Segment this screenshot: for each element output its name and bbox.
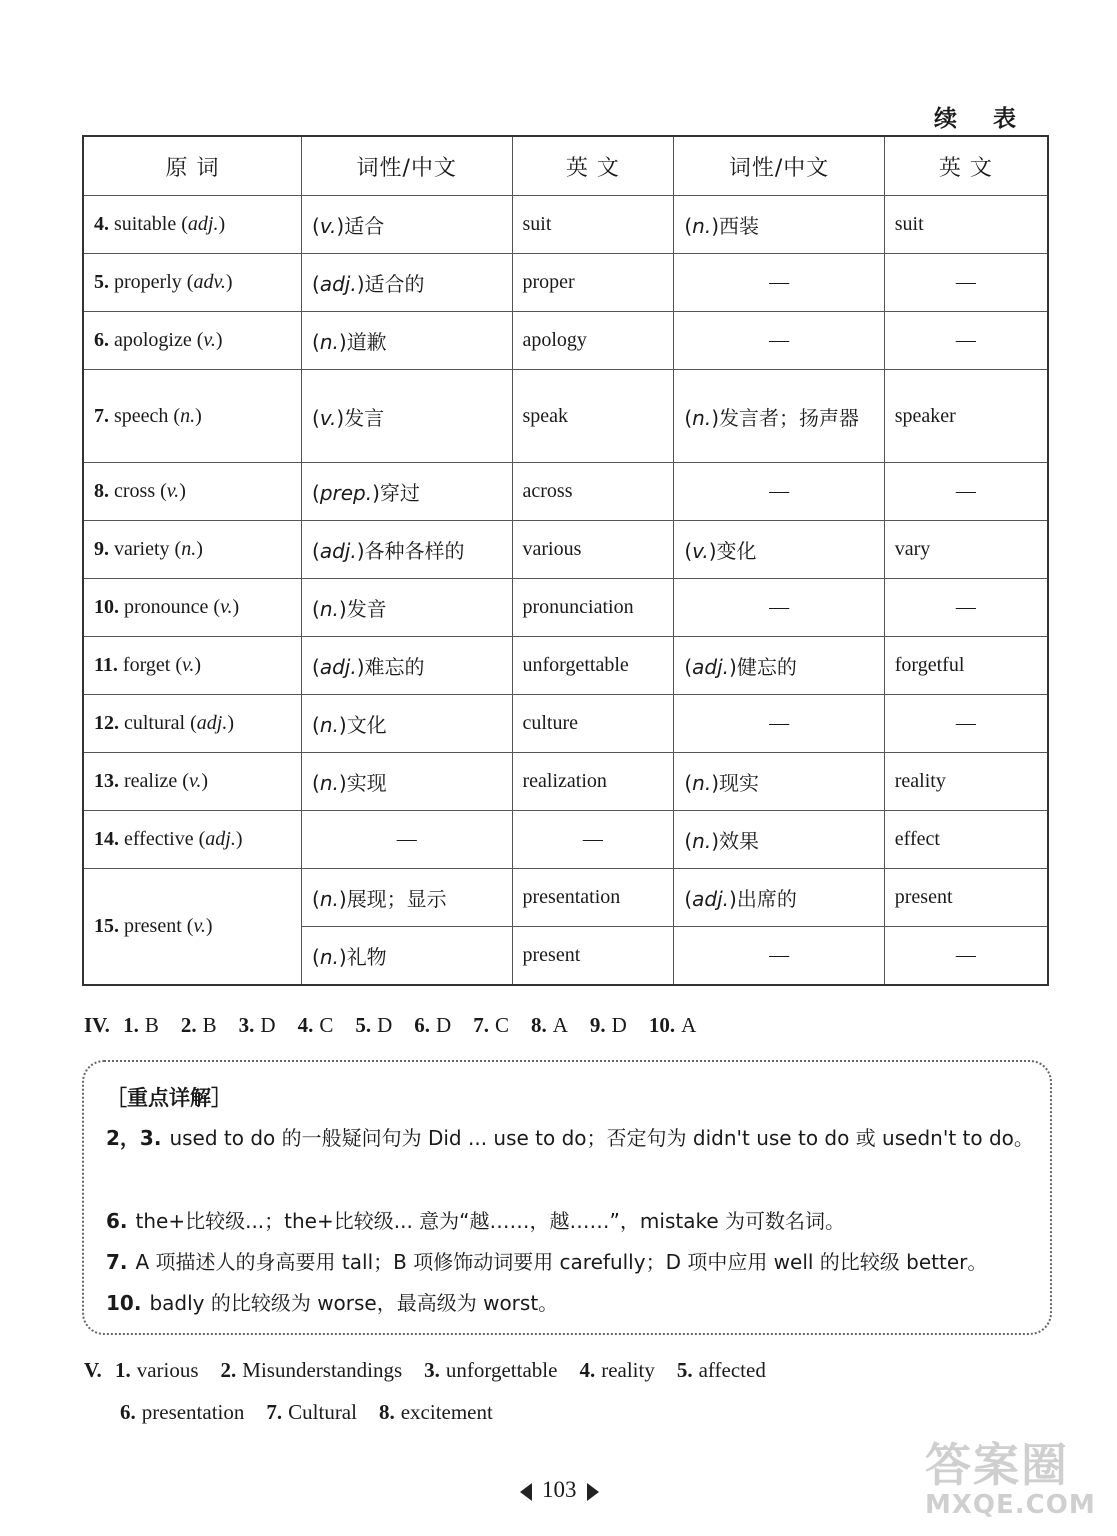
original-word-cell: 7. speech (n.) — [83, 370, 302, 463]
pos-chinese-cell-2: (n.)西装 — [674, 196, 884, 254]
english-word: forgetful — [894, 654, 965, 676]
answer-value: various — [136, 1358, 199, 1382]
english-cell-1 — [512, 254, 674, 312]
english-cell-1 — [512, 196, 674, 254]
chinese-meaning: 实现 — [346, 771, 387, 795]
english-word: realization — [522, 770, 607, 792]
original-word-cell: 13. realize (v.) — [83, 753, 302, 811]
note-number: 7. — [106, 1250, 128, 1274]
answer-value: presentation — [141, 1400, 245, 1424]
original-word-cell: 10. pronounce (v.) — [83, 579, 302, 637]
part-of-speech: adv. — [193, 271, 226, 293]
part-of-speech: adj. — [187, 213, 219, 235]
part-of-speech: n. — [692, 214, 712, 238]
original-word: cultural — [124, 712, 186, 734]
answer-number: 1. — [114, 1358, 131, 1382]
english-cell-2 — [884, 695, 1048, 753]
pos-chinese-cell-1 — [302, 811, 512, 869]
answer-number: 6. — [120, 1400, 136, 1424]
chinese-meaning: 现实 — [719, 771, 760, 795]
answer-item — [579, 1358, 654, 1382]
pos-chinese-cell-1: (n.)道歉 — [302, 312, 512, 370]
word-forms-table — [82, 135, 1049, 986]
chinese-meaning: 西装 — [719, 214, 760, 238]
answer-number: 2. — [220, 1358, 237, 1382]
part-of-speech: n. — [181, 538, 197, 560]
note-text: A 项描述人的身高要用 tall；B 项修饰动词要用 carefully；D 项中应用 well 的比较级 better。 — [135, 1250, 988, 1274]
answer-value: reality — [601, 1358, 655, 1382]
pos-chinese-cell-1: (adj.)适合的 — [302, 254, 512, 312]
english-cell-1 — [512, 579, 674, 637]
continued-label: 续 表 — [934, 106, 1031, 132]
section-v-label: V. — [84, 1358, 102, 1382]
english-word: reality — [894, 770, 946, 792]
english-word: speaker — [894, 404, 956, 427]
answer-number: 4. — [579, 1358, 596, 1382]
watermark — [925, 1440, 1110, 1530]
pos-chinese-cell-2 — [674, 463, 884, 521]
pos-chinese-cell-2 — [674, 579, 884, 637]
english-word: — — [955, 712, 976, 734]
table-row — [83, 695, 1048, 753]
header-english-1: 英 文 — [512, 136, 674, 196]
original-word: effective — [124, 828, 194, 850]
pos-chinese-cell-2 — [674, 254, 884, 312]
left-triangle-icon — [520, 1483, 532, 1501]
pos-chinese-cell-2 — [674, 927, 884, 986]
part-of-speech: n. — [319, 713, 339, 737]
answer-item — [473, 1013, 509, 1037]
english-word: unforgettable — [522, 654, 629, 676]
answer-value: C — [319, 1013, 334, 1037]
answer-item — [239, 1013, 276, 1037]
original-word-cell: 5. properly (adv.) — [83, 254, 302, 312]
item-number: 4. — [94, 213, 109, 235]
note-10 — [106, 1283, 1036, 1324]
dash: — — [769, 271, 790, 293]
original-word: speech — [114, 404, 169, 427]
answer-value: excitement — [400, 1400, 493, 1424]
item-number: 12. — [94, 712, 119, 734]
note-number: 6. — [106, 1209, 128, 1233]
pos-chinese-cell-2: (adj.)出席的 — [674, 869, 884, 927]
dash: — — [769, 480, 790, 502]
section-iv-answers — [84, 1013, 718, 1038]
part-of-speech: n. — [319, 945, 339, 969]
english-cell-2 — [884, 196, 1048, 254]
english-cell-1 — [512, 811, 674, 869]
item-number: 14. — [94, 828, 119, 850]
chinese-meaning: 展现；显示 — [346, 887, 447, 911]
pos-chinese-cell-2: (v.)变化 — [674, 521, 884, 579]
original-word: realize — [124, 770, 178, 792]
pos-chinese-cell-1: (v.)发言 — [302, 370, 512, 463]
answer-value: A — [681, 1013, 697, 1037]
original-word-cell: 14. effective (adj.) — [83, 811, 302, 869]
part-of-speech: adj. — [319, 272, 357, 296]
table-row — [83, 312, 1048, 370]
note-number: 10. — [106, 1291, 142, 1315]
part-of-speech: adj. — [692, 887, 730, 911]
answer-value: affected — [698, 1358, 766, 1382]
english-word: present — [894, 886, 953, 908]
original-word: suitable — [114, 213, 177, 235]
answer-item — [424, 1358, 557, 1382]
part-of-speech: v. — [181, 654, 195, 676]
english-cell-2 — [884, 521, 1048, 579]
chinese-meaning: 变化 — [716, 539, 757, 563]
answer-number: 5. — [355, 1013, 372, 1037]
header-original-word: 原 词 — [83, 136, 302, 196]
part-of-speech: adj. — [319, 655, 357, 679]
english-cell-2 — [884, 927, 1048, 986]
answer-value: C — [494, 1013, 509, 1037]
pos-chinese-cell-1: (v.)适合 — [302, 196, 512, 254]
answer-item — [590, 1013, 627, 1037]
english-cell-2 — [884, 753, 1048, 811]
part-of-speech: v. — [319, 214, 337, 238]
part-of-speech: n. — [180, 404, 196, 427]
answer-number: 7. — [266, 1400, 283, 1424]
part-of-speech: v. — [188, 770, 202, 792]
chinese-meaning: 道歉 — [346, 330, 387, 354]
answer-number: 1. — [123, 1013, 139, 1037]
english-cell-1 — [512, 695, 674, 753]
part-of-speech: n. — [319, 597, 339, 621]
watermark-site-text: MXQE.COM — [925, 1490, 1096, 1520]
answer-item — [414, 1013, 451, 1037]
answer-item — [221, 1358, 403, 1382]
english-word: presentation — [522, 886, 621, 908]
chinese-meaning: 发音 — [346, 597, 387, 621]
english-word: across — [522, 480, 573, 502]
note-number: 2，3. — [106, 1126, 162, 1150]
dash: — — [396, 828, 417, 850]
pos-chinese-cell-2: (n.)发言者；扬声器 — [674, 370, 884, 463]
original-word-cell: 9. variety (n.) — [83, 521, 302, 579]
table-row — [83, 579, 1048, 637]
table-row — [83, 637, 1048, 695]
original-word: present — [124, 915, 182, 937]
part-of-speech: adj. — [692, 655, 730, 679]
english-cell-2 — [884, 811, 1048, 869]
item-number: 10. — [94, 596, 119, 618]
english-word: — — [955, 596, 976, 618]
pos-chinese-cell-1: (prep.)穿过 — [302, 463, 512, 521]
english-cell-1 — [512, 637, 674, 695]
original-word: forget — [122, 654, 171, 676]
chinese-meaning: 发言 — [344, 405, 385, 430]
answer-value: B — [144, 1013, 159, 1037]
english-cell-1 — [512, 753, 674, 811]
answer-item — [120, 1400, 244, 1424]
english-cell-2 — [884, 869, 1048, 927]
english-word: — — [955, 944, 976, 966]
chinese-meaning: 适合的 — [364, 272, 425, 296]
chinese-meaning: 健忘的 — [736, 655, 797, 679]
english-word: suit — [522, 213, 552, 235]
page-number-text: 103 — [542, 1477, 577, 1502]
answer-number: 6. — [414, 1013, 431, 1037]
chinese-meaning: 各种各样的 — [364, 539, 465, 563]
part-of-speech: v. — [203, 329, 216, 351]
english-word: present — [522, 944, 581, 966]
section-v-list-1 — [115, 1358, 788, 1382]
answer-value: unforgettable — [445, 1358, 558, 1382]
english-cell-1 — [512, 869, 674, 927]
english-word: effect — [894, 828, 940, 850]
english-word: various — [522, 538, 582, 560]
table-row — [83, 254, 1048, 312]
answer-value: D — [260, 1013, 276, 1037]
pos-chinese-cell-2: (n.)现实 — [674, 753, 884, 811]
dash: — — [769, 329, 790, 351]
english-cell-2 — [884, 637, 1048, 695]
table-body — [83, 196, 1048, 986]
note-text: badly 的比较级为 worse，最高级为 worst。 — [149, 1291, 559, 1315]
section-v-answers-line-1 — [84, 1358, 788, 1383]
pos-chinese-cell-2: (adj.)健忘的 — [674, 637, 884, 695]
chinese-meaning: 适合 — [344, 214, 385, 238]
answer-value: D — [611, 1013, 627, 1037]
table-row — [83, 463, 1048, 521]
note-6 — [106, 1201, 1036, 1242]
original-word: properly — [114, 271, 182, 293]
section-iv-label: IV. — [84, 1013, 110, 1037]
pos-chinese-cell-1: (n.)发音 — [302, 579, 512, 637]
answer-value: A — [552, 1013, 568, 1037]
answer-number: 8. — [378, 1400, 395, 1424]
part-of-speech: n. — [692, 405, 712, 430]
answer-item — [181, 1013, 217, 1037]
part-of-speech: adj. — [319, 539, 357, 563]
chinese-meaning: 礼物 — [346, 945, 387, 969]
pos-chinese-cell-1: (adj.)难忘的 — [302, 637, 512, 695]
part-of-speech: adj. — [205, 828, 236, 850]
english-cell-1 — [512, 463, 674, 521]
item-number: 9. — [94, 538, 109, 560]
answer-number: 7. — [473, 1013, 489, 1037]
answer-item — [649, 1013, 696, 1037]
part-of-speech: n. — [319, 330, 339, 354]
answer-item — [123, 1013, 159, 1037]
answer-item — [266, 1400, 357, 1424]
english-word: vary — [894, 538, 931, 560]
pos-chinese-cell-2 — [674, 695, 884, 753]
section-v-list-2 — [120, 1400, 515, 1424]
part-of-speech: v. — [193, 915, 206, 937]
english-cell-2 — [884, 254, 1048, 312]
part-of-speech: v. — [319, 405, 337, 430]
item-number: 13. — [94, 770, 119, 792]
table-row — [83, 869, 1048, 927]
english-cell-1 — [512, 312, 674, 370]
header-pos-chinese-2: 词性/中文 — [674, 136, 884, 196]
english-word: apology — [522, 329, 587, 351]
part-of-speech: adj. — [196, 712, 228, 734]
original-word: variety — [114, 538, 170, 560]
table-row — [83, 196, 1048, 254]
answer-item — [298, 1013, 334, 1037]
pos-chinese-cell-2: (n.)效果 — [674, 811, 884, 869]
answer-value: D — [377, 1013, 393, 1037]
original-word-cell: 12. cultural (adj.) — [83, 695, 302, 753]
english-cell-1 — [512, 521, 674, 579]
table-row — [83, 521, 1048, 579]
right-triangle-icon — [587, 1483, 599, 1501]
chinese-meaning: 难忘的 — [364, 655, 425, 679]
english-word: — — [582, 828, 603, 850]
dash: — — [769, 944, 790, 966]
english-word: — — [955, 271, 976, 293]
english-word: pronunciation — [522, 596, 634, 618]
dash: — — [769, 712, 790, 734]
english-word: culture — [522, 712, 579, 734]
section-iv-list — [123, 1013, 718, 1037]
answer-item — [115, 1358, 199, 1382]
note-2-3 — [106, 1118, 1036, 1159]
english-word: — — [955, 480, 976, 502]
answer-item — [531, 1013, 568, 1037]
pos-chinese-cell-1: (adj.)各种各样的 — [302, 521, 512, 579]
answer-item — [379, 1400, 493, 1424]
header-pos-chinese-1: 词性/中文 — [302, 136, 512, 196]
pos-chinese-cell-1: (n.)展现；显示 — [302, 869, 512, 927]
item-number: 5. — [94, 271, 109, 293]
item-number: 15. — [94, 915, 119, 937]
answer-number: 9. — [589, 1013, 606, 1037]
note-7 — [106, 1242, 1036, 1283]
english-cell-1 — [512, 370, 674, 463]
item-number: 8. — [94, 480, 109, 502]
part-of-speech: v. — [692, 539, 709, 563]
english-cell-2 — [884, 463, 1048, 521]
chinese-meaning: 出席的 — [736, 887, 797, 911]
part-of-speech: prep. — [319, 481, 373, 505]
english-word: speak — [522, 404, 569, 427]
chinese-meaning: 穿过 — [379, 481, 420, 505]
item-number: 7. — [94, 404, 109, 427]
key-points-box — [82, 1060, 1052, 1335]
answer-value: D — [436, 1013, 452, 1037]
original-word-cell: 15. present (v.) — [83, 869, 302, 986]
english-cell-2 — [884, 579, 1048, 637]
answer-item — [677, 1358, 766, 1382]
original-word-cell: 8. cross (v.) — [83, 463, 302, 521]
part-of-speech: n. — [319, 887, 339, 911]
page-number — [520, 1477, 599, 1503]
part-of-speech: v. — [220, 596, 233, 618]
original-word-cell: 11. forget (v.) — [83, 637, 302, 695]
pos-chinese-cell-1: (n.)实现 — [302, 753, 512, 811]
answer-number: 10. — [648, 1013, 676, 1037]
note-text: used to do 的一般疑问句为 Did ... use to do；否定句为 didn't use to do 或 usedn't to do。 — [169, 1126, 1034, 1150]
pos-chinese-cell-1: (n.)礼物 — [302, 927, 512, 986]
english-cell-2 — [884, 312, 1048, 370]
answer-number: 8. — [530, 1013, 547, 1037]
answer-number: 4. — [297, 1013, 314, 1037]
english-cell-2 — [884, 370, 1048, 463]
answer-value: B — [202, 1013, 217, 1037]
item-number: 11. — [94, 654, 118, 676]
part-of-speech: n. — [692, 829, 712, 853]
english-cell-1 — [512, 927, 674, 986]
answer-number: 3. — [424, 1358, 440, 1382]
header-english-2: 英 文 — [884, 136, 1048, 196]
key-points-heading: ［重点详解］ — [106, 1086, 232, 1110]
note-text: the+比较级...；the+比较级... 意为“越……，越……”，mistake 为可数名词。 — [135, 1209, 845, 1233]
section-v-answers-line-2 — [120, 1400, 515, 1425]
original-word-cell: 6. apologize (v.) — [83, 312, 302, 370]
answer-value: Cultural — [288, 1400, 357, 1424]
answer-number: 3. — [238, 1013, 255, 1037]
item-number: 6. — [94, 329, 109, 351]
dash: — — [769, 596, 790, 618]
table-header-row — [83, 136, 1048, 196]
english-word: suit — [894, 213, 924, 235]
part-of-speech: n. — [319, 771, 339, 795]
answer-number: 5. — [676, 1358, 693, 1382]
english-word: proper — [522, 271, 575, 293]
table-row — [83, 753, 1048, 811]
original-word: apologize — [114, 329, 192, 351]
answer-value: Misunderstandings — [242, 1358, 403, 1382]
part-of-speech: v. — [166, 480, 180, 502]
part-of-speech: n. — [692, 771, 712, 795]
table-row — [83, 370, 1048, 463]
pos-chinese-cell-2 — [674, 312, 884, 370]
original-word-cell: 4. suitable (adj.) — [83, 196, 302, 254]
watermark-logo-text: 答案圈 — [925, 1438, 1069, 1492]
answer-number: 2. — [180, 1013, 197, 1037]
original-word: cross — [114, 480, 156, 502]
table-row — [83, 811, 1048, 869]
english-word: — — [955, 329, 976, 351]
pos-chinese-cell-1: (n.)文化 — [302, 695, 512, 753]
chinese-meaning: 发言者；扬声器 — [719, 405, 860, 430]
chinese-meaning: 效果 — [719, 829, 760, 853]
answer-item — [355, 1013, 392, 1037]
chinese-meaning: 文化 — [346, 713, 387, 737]
original-word: pronounce — [124, 596, 209, 618]
